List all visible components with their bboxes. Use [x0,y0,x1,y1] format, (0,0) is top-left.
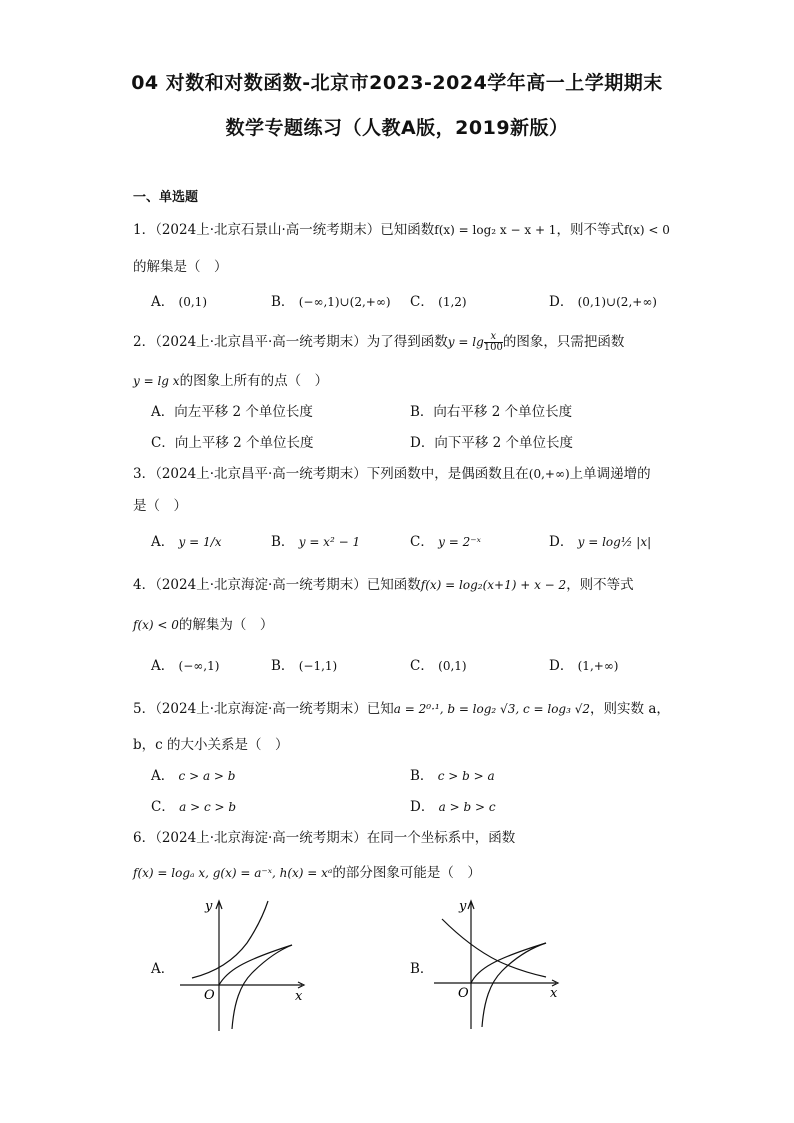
q4-option-c: C． (0,1) [410,658,467,674]
section-heading: 一、单选题 [133,190,199,205]
q3-option-c: C． y = 2⁻ˣ [410,534,481,550]
q2-fraction: $\frac{x}{100}$ [483,331,503,353]
q3-interval: (0,+∞) [528,467,570,481]
page-title-line2: 数学专题练习（人教A版，2019新版） [225,117,569,139]
q6-graph-a [172,893,312,1033]
q1-text-a: 1．（2024上·北京石景山·高一统考期末）已知函数 [133,222,435,238]
q6-functions: f(x) = logₐ x, g(x) = a⁻ˣ, h(x) = xᵃ [133,866,333,880]
question-5-stem: 5．（2024上·北京海淀·高一统考期末）已知a = 2⁰·¹, b = log₂ √3, c = log₃ √2，则实数 a， [133,701,670,717]
power-curve [219,945,292,985]
q4-option-d: D． (1,+∞) [549,658,619,674]
q5-option-d: D． a > b > c [410,799,496,815]
q3-text-c: 是（ ） [133,498,187,514]
q1-function: f(x) = log₂ x − x + 1 [434,223,557,237]
q2-option-d: D．向下平移 2 个单位长度 [410,435,573,451]
x-axis-label: x [550,986,558,1001]
power-curve [471,943,546,983]
q2-option-b: B．向右平移 2 个单位长度 [410,404,573,420]
q1-text-b: ，则不等式 [556,222,624,238]
q4-text-c: f(x) < 0的解集为（ ） [133,617,274,633]
q5-option-b: B． c > b > a [410,768,495,784]
origin-label: O [458,986,469,1001]
q6-graph-label-a: A． [151,961,175,977]
q3-option-b: B． y = x² − 1 [271,534,361,550]
page-title-line1: 04 对数和对数函数-北京市2023-2024学年高一上学期期末 [131,72,663,94]
q3-option-d: D． y = log½ |x| [549,534,652,550]
q2-option-a: A．向左平移 2 个单位长度 [151,404,313,420]
q2-function-prefix: y = lg [447,335,484,349]
x-axis-label: x [295,989,303,1004]
q1-option-d: D． (0,1)∪(2,+∞) [549,294,657,310]
q5-option-a: A． c > a > b [151,768,236,784]
q1-option-b: B． (−∞,1)∪(2,+∞) [271,294,391,310]
q4-option-a: A． (−∞,1) [151,658,220,674]
q1-option-c: C． (1,2) [410,294,467,310]
q3-option-a: A． y = 1/x [151,534,222,550]
log-curve [232,945,292,1029]
q6-text-b: f(x) = logₐ x, g(x) = a⁻ˣ, h(x) = xᵃ的部分图象可能是（ ） [133,865,481,881]
question-6-stem: 6．（2024上·北京海淀·高一统考期末）在同一个坐标系中，函数 [133,830,516,846]
question-3-stem: 3．（2024上·北京昌平·高一统考期末）下列函数中，是偶函数且在(0,+∞)上单调递增的 [133,466,651,482]
exponential-curve [192,901,268,978]
y-axis-label: y [459,899,467,914]
q5-values: a = 2⁰·¹, b = log₂ √3, c = log₃ √2 [393,702,591,716]
q1-option-a: A． (0,1) [151,294,207,310]
q5-option-c: C． a > c > b [151,799,237,815]
y-axis-label: y [205,899,213,914]
question-2-stem: 2．（2024上·北京昌平·高一统考期末）为了得到函数y = lg $\frac{x}{100}$ 的图象，只需把函数 [133,331,625,353]
q5-text-c: b，c 的大小关系是（ ） [133,737,289,753]
q4-function: f(x) = log₂(x+1) + x − 2 [420,578,567,592]
q6-graph-b [428,893,568,1033]
q1-inequality: f(x) < 0 [623,223,670,237]
log-curve [482,943,546,1027]
question-1-stem [133,218,670,238]
origin-label: O [204,988,215,1003]
q2-option-c: C．向上平移 2 个单位长度 [151,435,314,451]
q1-text-c: 的解集是（ ） [133,259,228,275]
q6-graph-label-b: B． [410,961,434,977]
q2-text-c: y = lg x的图象上所有的点（ ） [133,373,329,389]
q4-option-b: B． (−1,1) [271,658,338,674]
question-4-stem: 4．（2024上·北京海淀·高一统考期末）已知函数f(x) = log₂(x+1) + x − 2，则不等式 [133,577,634,593]
